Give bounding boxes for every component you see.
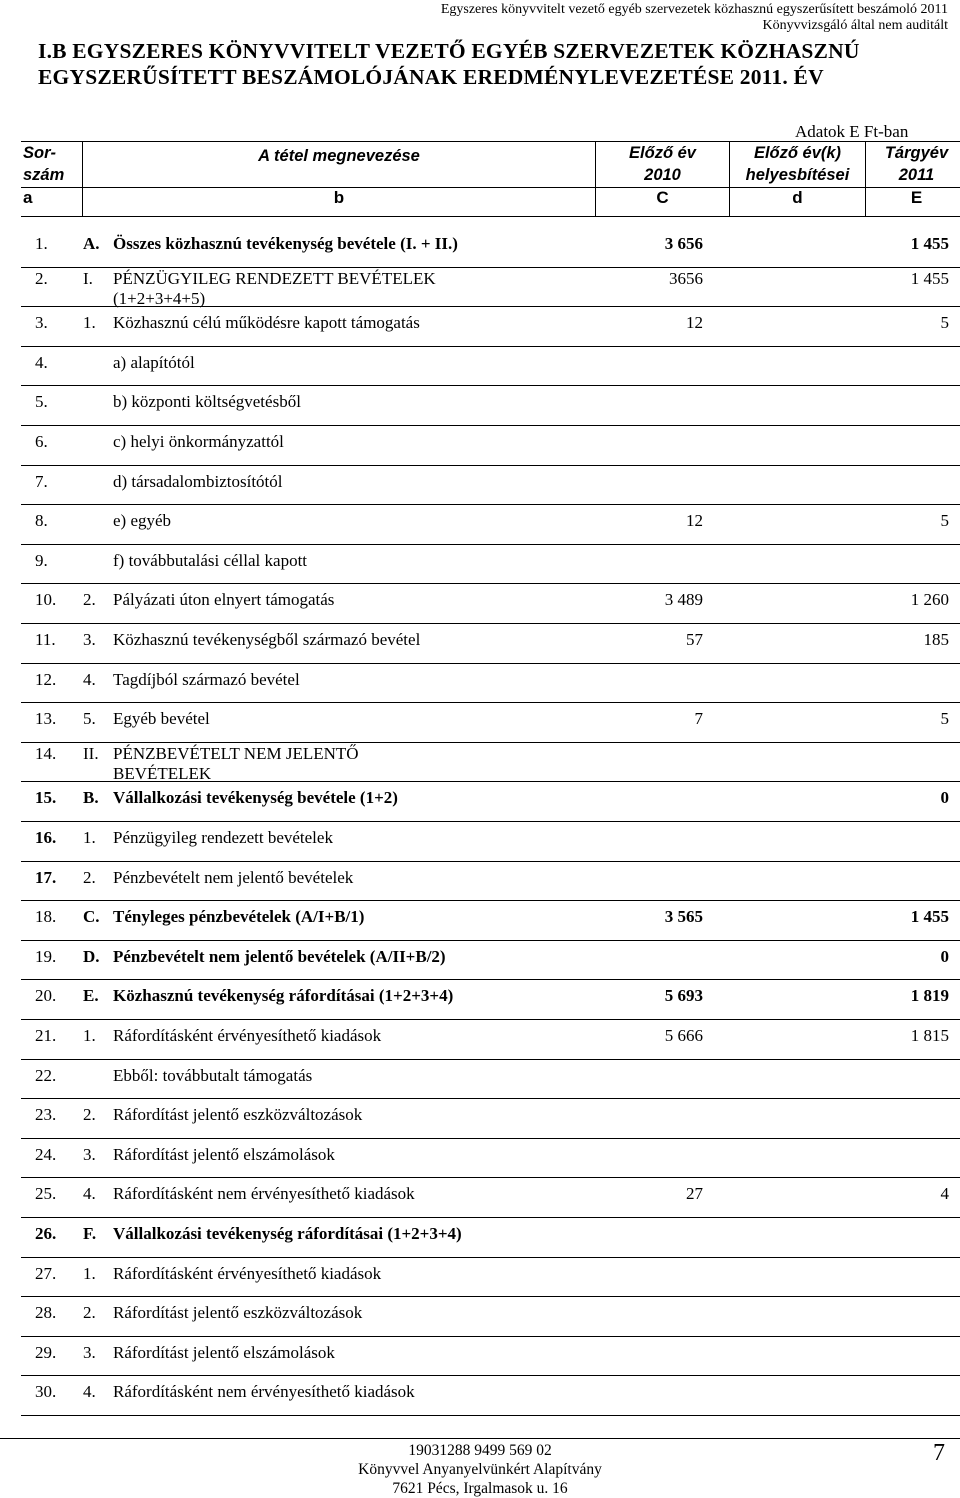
row-label-line: Pályázati úton elnyert támogatás xyxy=(113,590,335,610)
table-row xyxy=(21,783,960,822)
row-label xyxy=(113,707,583,742)
header-note-line-1: Egyszeres könyvvitelt vezető egyéb szervezetek közhasznú egyszerűsített beszámoló 2011 xyxy=(440,2,948,17)
row-section: 1. xyxy=(83,828,96,847)
letter-e: E xyxy=(866,188,960,217)
row-section xyxy=(83,1064,113,1099)
row-label-line: Pénzbevételt nem jelentő bevételek xyxy=(113,867,354,887)
table-row xyxy=(21,625,960,664)
row-section: 2. xyxy=(83,867,96,887)
row-section: 1. xyxy=(83,1026,96,1045)
row-label xyxy=(113,984,583,1019)
row-label-line: Pénzbevételt nem jelentő bevételek (A/II+B/2) xyxy=(113,946,446,966)
row-number: 13. xyxy=(35,709,57,729)
row-number: 16. xyxy=(35,828,57,847)
table-row xyxy=(21,902,960,941)
value-current-year: 1 815 xyxy=(910,1026,949,1045)
row-number: 11. xyxy=(35,630,56,649)
row-section: 3. xyxy=(83,1144,96,1164)
row-number: 17. xyxy=(35,867,57,887)
letter-d: d xyxy=(730,188,866,217)
row-label xyxy=(113,311,583,346)
value-current-year: 0 xyxy=(940,946,949,966)
row-section xyxy=(83,470,113,505)
row-section: 2. xyxy=(83,1303,96,1323)
value-current-year: 1 455 xyxy=(910,268,949,288)
row-label xyxy=(113,786,583,821)
row-label xyxy=(113,549,583,584)
row-label xyxy=(113,232,583,267)
letter-c: C xyxy=(596,188,730,217)
row-section: B. xyxy=(83,788,99,808)
row-label-line: Ráfordításként érvényesíthető kiadások xyxy=(113,1026,382,1045)
col-header-prev-year-line1: Előző év xyxy=(629,144,696,162)
row-label xyxy=(113,1301,583,1336)
row-section: D. xyxy=(83,946,100,966)
value-current-year: 1 819 xyxy=(910,986,949,1006)
table-row xyxy=(21,1100,960,1139)
table-row xyxy=(21,1298,960,1337)
row-label-line-2: (1+2+3+4+5) xyxy=(113,288,206,308)
row-number: 28. xyxy=(35,1303,57,1323)
row-number: 19. xyxy=(35,946,57,966)
table-row xyxy=(21,744,960,783)
table-row xyxy=(21,427,960,466)
row-number: 30. xyxy=(35,1382,57,1402)
row-number: 10. xyxy=(35,590,57,610)
row-label xyxy=(113,1222,583,1257)
row-label xyxy=(113,1341,583,1376)
row-label-line: Közhasznú célú működésre kapott támogatás xyxy=(113,313,420,333)
row-label-line: PÉNZBEVÉTELT NEM JELENTŐ xyxy=(113,743,359,763)
row-section: A. xyxy=(83,234,100,253)
col-header-corrections-line2: helyesbítései xyxy=(745,166,850,184)
table-row xyxy=(21,269,960,308)
table-row xyxy=(21,387,960,426)
table-row xyxy=(21,1259,960,1298)
row-label-line: Vállalkozási tevékenység bevétele (1+2) xyxy=(113,788,398,808)
value-prev-year: 12 xyxy=(686,313,703,333)
row-label xyxy=(113,1182,583,1217)
row-section: I. xyxy=(83,268,93,288)
row-label xyxy=(113,744,583,782)
table-row xyxy=(21,546,960,585)
row-label xyxy=(113,509,583,544)
value-prev-year: 57 xyxy=(686,630,703,649)
col-header-current-year xyxy=(866,142,960,188)
table-row xyxy=(21,1338,960,1377)
col-header-item-name-text: A tétel megnevezése xyxy=(258,147,420,165)
row-section: II. xyxy=(83,743,99,763)
table-row xyxy=(21,1377,960,1416)
row-section xyxy=(83,549,113,584)
value-prev-year: 27 xyxy=(686,1184,703,1204)
row-section xyxy=(83,509,113,544)
row-section: 3. xyxy=(83,630,96,649)
table-row xyxy=(21,1021,960,1060)
table-row xyxy=(21,863,960,902)
row-label-line: Ráfordítást jelentő elszámolások xyxy=(113,1342,335,1362)
value-current-year: 1 455 xyxy=(910,907,949,927)
row-label-line: f) továbbutalási céllal kapott xyxy=(113,550,308,570)
header-table xyxy=(21,141,960,217)
page-number: 7 xyxy=(933,1440,945,1466)
row-label-line: Tagdíjból származó bevétel xyxy=(113,669,300,689)
table-row xyxy=(21,467,960,506)
row-number: 15. xyxy=(35,788,57,808)
row-number: 23. xyxy=(35,1105,57,1125)
row-section: 3. xyxy=(83,1342,96,1362)
row-label xyxy=(113,1103,583,1138)
row-section: E. xyxy=(83,986,99,1006)
value-current-year: 5 xyxy=(940,709,949,729)
letter-a: a xyxy=(21,188,83,217)
value-current-year: 5 xyxy=(940,313,949,333)
row-section: F. xyxy=(83,1224,97,1243)
value-current-year: 185 xyxy=(923,630,949,649)
col-header-current-year-line1: Tárgyév xyxy=(884,144,949,162)
row-section: C. xyxy=(83,907,100,927)
row-section xyxy=(83,430,113,465)
footer-line-3: 7621 Pécs, Irgalmasok u. 16 xyxy=(392,1480,568,1497)
value-prev-year: 5 666 xyxy=(664,1026,703,1045)
row-section: 4. xyxy=(83,669,96,689)
row-label xyxy=(113,866,583,901)
row-number: 27. xyxy=(35,1263,57,1283)
row-label xyxy=(113,430,583,465)
row-label-line: d) társadalombiztosítótól xyxy=(113,471,283,491)
row-number: 29. xyxy=(35,1342,57,1362)
table-row xyxy=(21,1179,960,1218)
row-label-line: Ráfordítást jelentő eszközváltozások xyxy=(113,1303,363,1323)
title-line-1: I.B EGYSZERES KÖNYVVITELT VEZETŐ EGYÉB SZERVEZETEK KÖZHASZNÚ xyxy=(38,39,860,63)
row-number: 20. xyxy=(35,986,57,1006)
row-label xyxy=(113,905,583,940)
row-number: 26. xyxy=(35,1224,57,1243)
header-note xyxy=(441,2,948,34)
row-number: 12. xyxy=(35,669,57,689)
row-number: 1. xyxy=(35,234,48,253)
row-section: 5. xyxy=(83,709,96,729)
row-label xyxy=(113,390,583,425)
unit-note: Adatok E Ft-ban xyxy=(795,122,909,141)
col-header-item-name xyxy=(83,142,596,188)
row-number: 9. xyxy=(35,550,48,570)
value-current-year: 5 xyxy=(940,511,949,531)
table-row xyxy=(21,981,960,1020)
col-header-row-number-line2: szám xyxy=(23,166,65,184)
table-row xyxy=(21,348,960,387)
row-label-line: PÉNZÜGYILEG RENDEZETT BEVÉTELEK xyxy=(113,268,436,288)
row-label-line: Összes közhasznú tevékenység bevétele (I. + II.) xyxy=(113,234,458,253)
row-label-line: Ráfordítást jelentő elszámolások xyxy=(113,1144,335,1164)
row-number: 25. xyxy=(35,1184,57,1204)
value-prev-year: 3 565 xyxy=(664,907,703,927)
value-current-year: 0 xyxy=(940,788,949,808)
row-section: 2. xyxy=(83,1105,96,1125)
table-row xyxy=(21,1219,960,1258)
row-section: 4. xyxy=(83,1382,96,1402)
row-number: 4. xyxy=(35,352,48,372)
row-label xyxy=(113,628,583,663)
row-label-line: Ráfordításként nem érvényesíthető kiadások xyxy=(113,1184,415,1204)
row-label-line: Közhasznú tevékenységből származó bevétel xyxy=(113,630,421,649)
row-label-line-2: BEVÉTELEK xyxy=(113,763,212,783)
value-prev-year: 12 xyxy=(686,511,703,531)
value-prev-year: 3 656 xyxy=(664,234,703,253)
value-prev-year: 5 693 xyxy=(664,986,703,1006)
table-row xyxy=(21,229,960,268)
row-label-line: Ráfordításként érvényesíthető kiadások xyxy=(113,1263,382,1283)
row-label xyxy=(113,826,583,861)
table-row xyxy=(21,585,960,624)
row-section: 1. xyxy=(83,1263,96,1283)
row-label-line: a) alapítótól xyxy=(113,352,195,372)
value-prev-year: 3 489 xyxy=(664,590,703,610)
row-label-line: Ráfordításként nem érvényesíthető kiadások xyxy=(113,1382,415,1402)
table-row xyxy=(21,506,960,545)
row-number: 7. xyxy=(35,471,48,491)
table-row xyxy=(21,823,960,862)
row-number: 6. xyxy=(35,432,48,451)
page-title xyxy=(38,38,860,90)
row-label xyxy=(113,1064,583,1099)
row-label-line: b) központi költségvetésből xyxy=(113,392,301,412)
value-current-year: 1 260 xyxy=(910,590,949,610)
row-label-line: Vállalkozási tevékenység ráfordításai (1+2+3+4) xyxy=(113,1224,462,1243)
row-number: 5. xyxy=(35,392,48,412)
col-header-row-number-line1: Sor- xyxy=(23,144,56,162)
footer xyxy=(0,1438,960,1498)
row-section xyxy=(83,351,113,386)
table-row xyxy=(21,942,960,981)
row-label-line: c) helyi önkormányzattól xyxy=(113,432,284,451)
row-number: 21. xyxy=(35,1026,57,1045)
row-label xyxy=(113,1380,583,1415)
col-header-corrections-line1: Előző év(k) xyxy=(753,144,842,162)
letter-b: b xyxy=(83,188,596,217)
value-prev-year: 3656 xyxy=(669,268,703,288)
row-label xyxy=(113,1024,583,1059)
footer-line-1: 19031288 9499 569 02 xyxy=(408,1442,552,1459)
value-current-year: 4 xyxy=(940,1184,949,1204)
col-header-row-number xyxy=(21,142,83,188)
title-line-2: EGYSZERŰSÍTETT BESZÁMOLÓJÁNAK EREDMÉNYLEVEZETÉSE 2011. ÉV xyxy=(38,65,824,89)
table-row xyxy=(21,1140,960,1179)
table-row xyxy=(21,704,960,743)
row-section: 2. xyxy=(83,590,96,610)
row-label-line: Egyéb bevétel xyxy=(113,709,210,729)
row-section: 1. xyxy=(83,313,96,333)
col-header-corrections xyxy=(730,142,866,188)
table-row xyxy=(21,308,960,347)
row-label-line: e) egyéb xyxy=(113,511,172,531)
row-label xyxy=(113,1262,583,1297)
row-number: 14. xyxy=(35,743,57,763)
col-header-prev-year xyxy=(596,142,730,188)
row-number: 18. xyxy=(35,907,57,927)
row-label-line: Pénzügyileg rendezett bevételek xyxy=(113,828,333,847)
row-label xyxy=(113,945,583,980)
row-label xyxy=(113,269,583,307)
row-label-line: Ráfordítást jelentő eszközváltozások xyxy=(113,1105,363,1125)
footer-line-2: Könyvvel Anyanyelvünkért Alapítvány xyxy=(358,1461,602,1478)
col-header-prev-year-line2: 2010 xyxy=(644,166,681,184)
row-section xyxy=(83,390,113,425)
row-number: 22. xyxy=(35,1065,57,1085)
row-section: 4. xyxy=(83,1184,96,1204)
row-label-line: Tényleges pénzbevételek (A/I+B/1) xyxy=(113,907,365,927)
table-row xyxy=(21,665,960,704)
row-label-line: Ebből: továbbutalt támogatás xyxy=(113,1065,313,1085)
row-label xyxy=(113,668,583,703)
row-number: 24. xyxy=(35,1144,57,1164)
row-number: 8. xyxy=(35,511,48,531)
row-label xyxy=(113,1143,583,1178)
row-label xyxy=(113,351,583,386)
table-row xyxy=(21,1061,960,1100)
row-label xyxy=(113,470,583,505)
row-number: 3. xyxy=(35,313,48,333)
value-prev-year: 7 xyxy=(694,709,703,729)
header-note-line-2: Könyvvizsgáló által nem auditált xyxy=(762,18,948,33)
value-current-year: 1 455 xyxy=(910,234,949,253)
col-header-current-year-line2: 2011 xyxy=(898,166,935,184)
row-label-line: Közhasznú tevékenység ráfordításai (1+2+3+4) xyxy=(113,986,454,1006)
row-number: 2. xyxy=(35,268,48,288)
row-label xyxy=(113,588,583,623)
